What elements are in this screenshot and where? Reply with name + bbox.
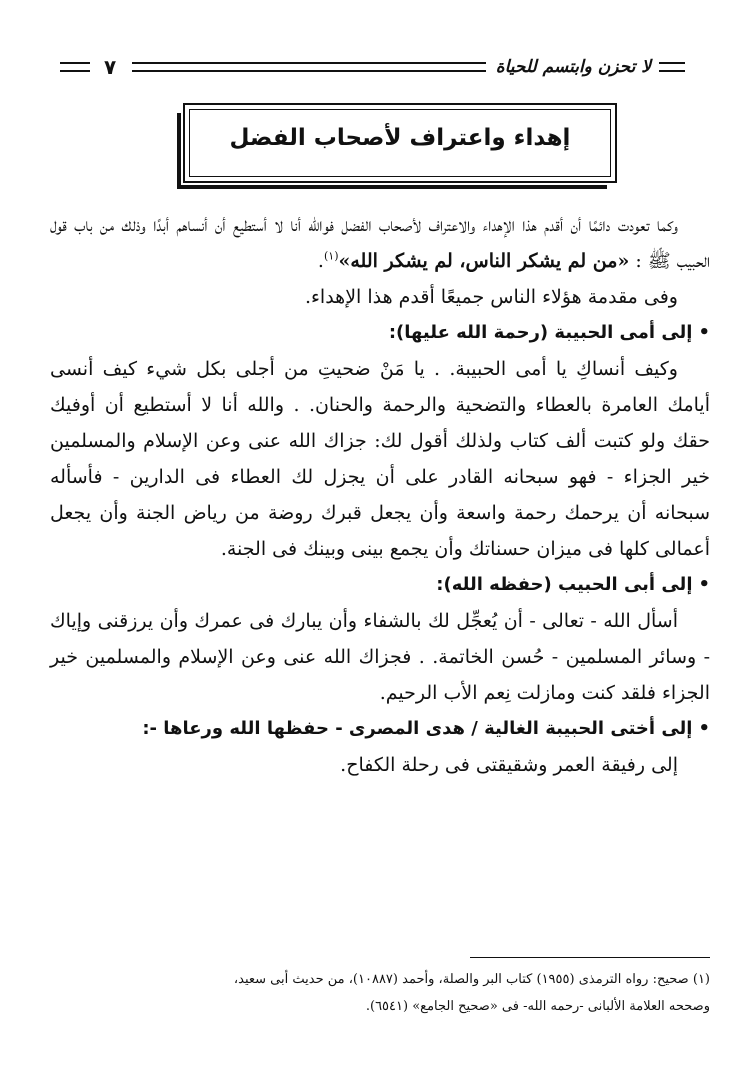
footnote-line-2: وصححه العلامة الألبانى -رحمه الله- فى «صحيح الجامع» (٦٥٤١). xyxy=(365,999,710,1014)
intro-text: وكما تعودت دائمًا أن أقدم هذا الإهداء والاعتراف لأصحاب الفضل فوالله أنا لا أستطيع أن أنساهم أبدًا وذلك من باب قول الحبيب ﷺ : xyxy=(50,214,710,272)
section-heading-text: إلى أبى الحبيب (حفظه الله): xyxy=(436,574,693,595)
section-heading-text: إلى أمى الحبيبة (رحمة الله عليها): xyxy=(388,322,693,343)
footnote-divider xyxy=(470,957,710,958)
section-heading-sister xyxy=(50,711,710,747)
page-number: ٧ xyxy=(104,55,117,79)
intro-end: . xyxy=(317,250,324,272)
section-text-mother: وكيف أنساكِ يا أمى الحبيبة. . يا مَنْ ضحيتِ من أجلى بكل شيء كيف أنسى أيامك العامرة بالعطاء والتضحية والرحمة والحنان. . والله أنا لا أستطيع أن أوفيك حقك ولو كتبت ألف كتاب ولذلك أقول لك: جزاك الله عنى وعن الإسلام والمسلمين خير الجزاء - فهو سبحانه القادر على أن يجزل لك العطاء فى الدارين - فأسأله سبحانه أن يرحمك رحمة واسعة وأن يجعل قبرك روضة من رياض الجنة وأن يجعل أعمالى كلها فى ميزان حسناتك وأن يجمع بينى وبينك فى الجنة. xyxy=(50,358,710,560)
section-text-father: أسأل الله - تعالى - أن يُعجِّل لك بالشفاء وأن يبارك فى عمرك وأن يرزقنى وإياك - وسائر المسلمين - حُسن الخاتمة. . فجزاك الله عنى وعن الإسلام والمسلمين خير الجزاء فلقد كنت ومازلت نِعم الأب الرحيم. xyxy=(50,610,710,704)
section-heading-father xyxy=(50,567,710,603)
section-heading-mother xyxy=(50,315,710,351)
bullet-icon: • xyxy=(698,322,710,343)
intro-paragraph-2: وفى مقدمة هؤلاء الناس جميعًا أقدم هذا الإهداء. xyxy=(304,286,678,308)
header-ornament-right xyxy=(659,62,685,72)
section-heading-text: إلى أختى الحبيبة الغالية / هدى المصرى - حفظها الله ورعاها -: xyxy=(142,718,693,739)
body-text xyxy=(50,207,710,783)
running-header xyxy=(60,52,685,82)
footnote-reference: (١) xyxy=(323,249,339,263)
footnote xyxy=(45,966,710,1020)
bullet-icon: • xyxy=(698,718,710,739)
hadith-quote: «من لم يشكر الناس، لم يشكر الله» xyxy=(338,250,630,272)
header-ornament-left xyxy=(60,62,90,72)
chapter-title: إهداء واعتراف لأصحاب الفضل xyxy=(229,125,571,151)
header-rule xyxy=(132,62,485,72)
section-text-sister: إلى رفيقة العمر وشقيقتى فى رحلة الكفاح. xyxy=(340,754,678,776)
chapter-title-box xyxy=(183,103,617,183)
bullet-icon: • xyxy=(698,574,710,595)
book-title: لا تحزن وابتسم للحياة xyxy=(495,57,651,77)
intro-paragraph xyxy=(50,207,710,279)
footnote-line-1: (١) صحيح: رواه الترمذى (١٩٥٥) كتاب البر والصلة، وأحمد (١٠٨٨٧)، من حديث أبى سعيد، xyxy=(233,972,710,987)
